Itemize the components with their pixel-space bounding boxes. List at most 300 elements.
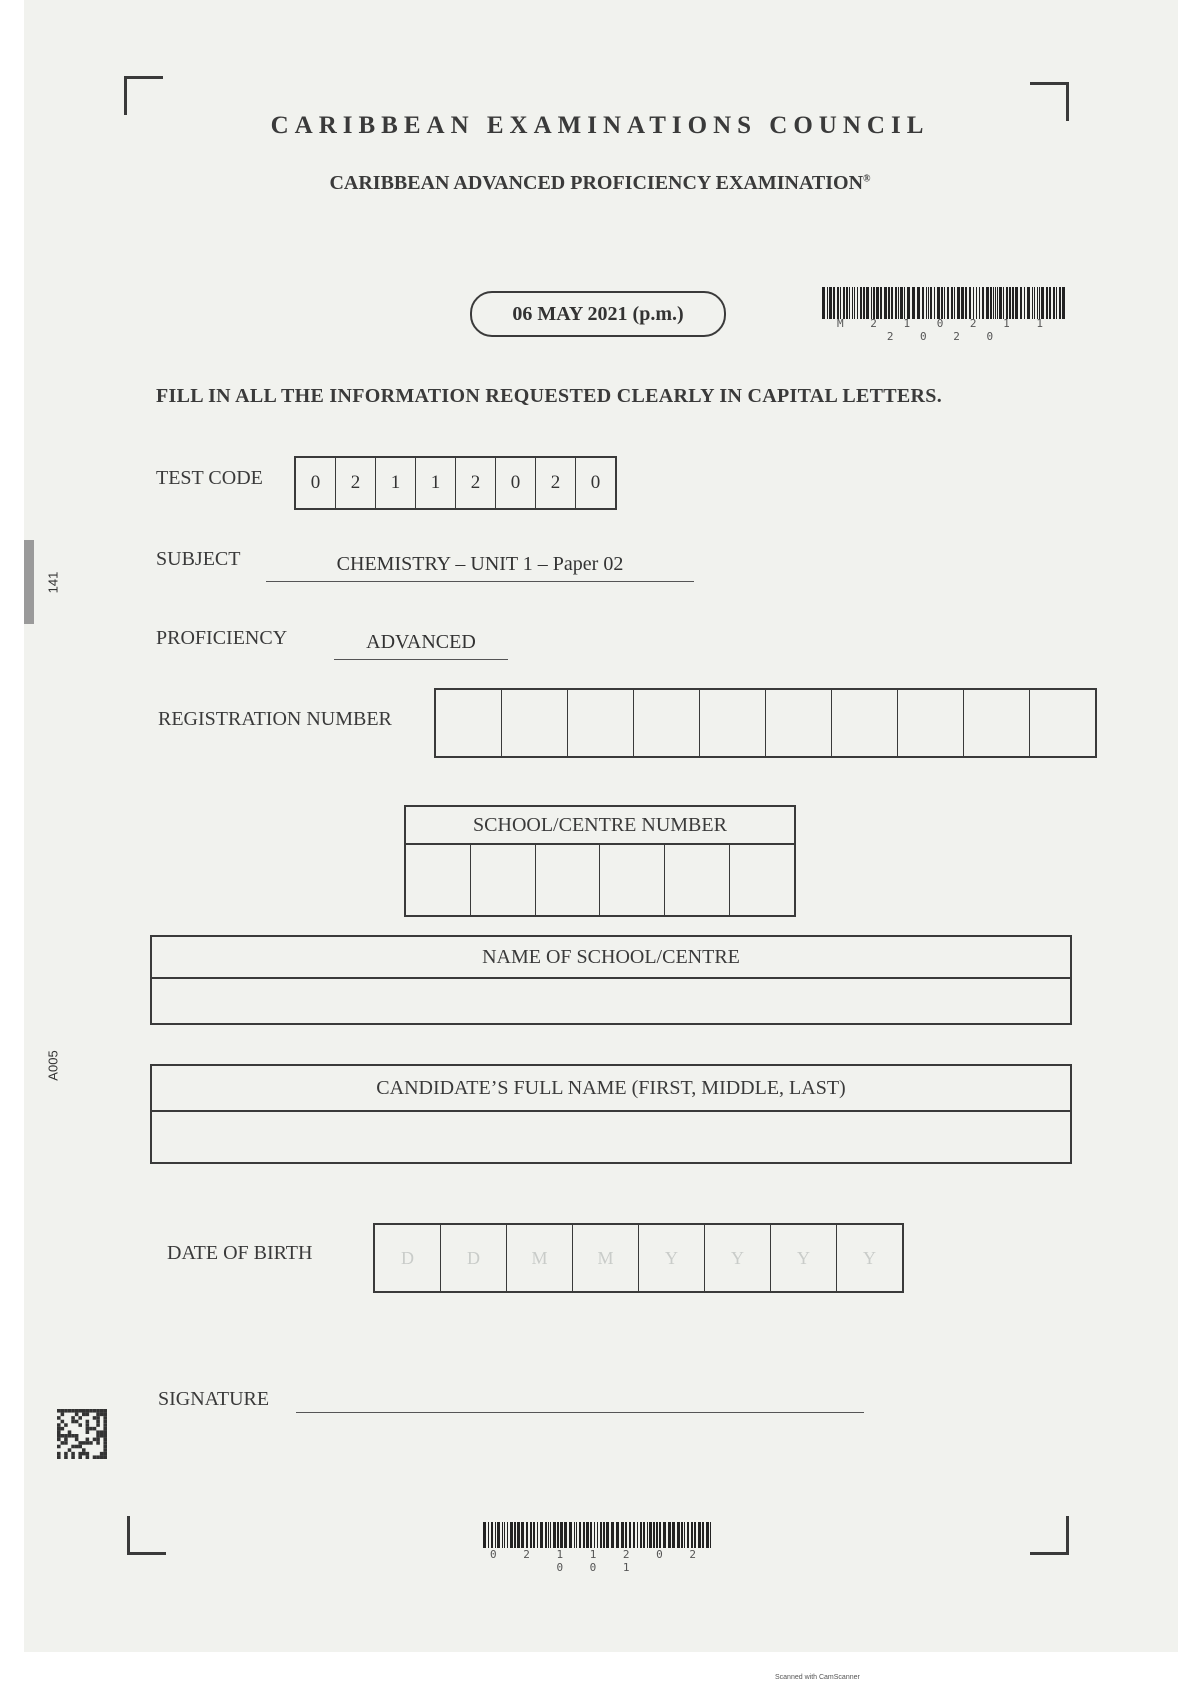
top-barcode-text: M 2 1 0 2 1 1 2 0 2 0 [836,317,1054,343]
barcode-bar [843,287,845,319]
datamatrix-module [103,1452,107,1456]
barcode-bar [647,1522,648,1548]
datamatrix-module [71,1409,75,1413]
datamatrix-module [71,1420,75,1424]
datamatrix-module [100,1413,104,1417]
barcode-bar [625,1522,627,1548]
barcode-bar [904,287,905,319]
signature-label: SIGNATURE [158,1388,270,1410]
date-of-birth-box[interactable]: Y [863,1247,876,1268]
barcode-bar [976,287,977,319]
barcode-bar [993,287,994,319]
corner-mark-bottom-left [127,1516,166,1555]
barcode-bar [594,1522,595,1548]
barcode-bar [995,287,996,319]
barcode-bar [488,1522,489,1548]
school-centre-number-label: SCHOOL/CENTRE NUMBER [406,807,794,845]
datamatrix-module [96,1416,100,1420]
margin-code-141: 141 [45,571,61,594]
datamatrix-module [93,1409,97,1413]
registration-digit-box[interactable] [898,690,964,756]
barcode-bar [1046,287,1048,319]
datamatrix-module [103,1427,107,1431]
barcode-bar [560,1522,563,1548]
barcode-bar [672,1522,675,1548]
barcode-bar [822,287,825,319]
datamatrix-module [86,1430,90,1434]
datamatrix-module [64,1452,68,1456]
date-of-birth-box[interactable]: M [573,1225,639,1291]
barcode-bar [668,1522,671,1548]
school-number-box[interactable] [665,845,730,915]
exam-date: 06 MAY 2021 (p.m.) [470,291,726,337]
school-number-box[interactable] [471,845,536,915]
datamatrix-module [103,1409,107,1413]
datamatrix-module [71,1445,75,1449]
datamatrix-module [61,1427,65,1431]
barcode-bar [1032,287,1033,319]
candidate-name-panel [150,1064,1072,1164]
barcode-bar [866,287,869,319]
school-centre-name-panel [150,935,1072,1025]
date-of-birth-label: DATE OF BIRTH [167,1242,313,1264]
datamatrix-module [68,1434,72,1438]
registration-number-label: REGISTRATION NUMBER [158,708,392,730]
barcode-bar [483,1522,486,1548]
barcode-bar [691,1522,693,1548]
datamatrix-module [78,1416,82,1420]
test-code-digit: 1 [416,458,456,508]
barcode-bar [637,1522,638,1548]
barcode-bar [663,1522,666,1548]
datamatrix-module [75,1445,79,1449]
barcode-bar [616,1522,619,1548]
barcode-bar [545,1522,547,1548]
datamatrix-module [75,1438,79,1442]
barcode-bar [517,1522,520,1548]
top-barcode [822,287,1068,343]
datamatrix-module [82,1448,86,1452]
datamatrix-module [86,1413,90,1417]
datamatrix-module [78,1455,82,1459]
datamatrix-module [78,1445,82,1449]
datamatrix-module [82,1441,86,1445]
datamatrix-module [86,1420,90,1424]
datamatrix-code [57,1409,107,1459]
barcode-bar [852,287,853,319]
barcode-bar [941,287,943,319]
registration-digit-box[interactable] [766,690,832,756]
barcode-bar [530,1522,532,1548]
barcode-bar [633,1522,635,1548]
datamatrix-module [75,1420,79,1424]
datamatrix-module [78,1441,82,1445]
datamatrix-module [82,1413,86,1417]
barcode-bar [944,287,945,319]
datamatrix-module [61,1409,65,1413]
barcode-bar [846,287,848,319]
barcode-bar [922,287,924,319]
datamatrix-module [75,1434,79,1438]
barcode-bar [687,1522,689,1548]
barcode-bar [1006,287,1008,319]
barcode-bar [1056,287,1057,319]
barcode-bar [934,287,935,319]
barcode-bar [928,287,929,319]
datamatrix-module [57,1423,61,1427]
datamatrix-module [103,1445,107,1449]
exam-title [0,172,1200,195]
datamatrix-module [57,1427,61,1431]
datamatrix-module [100,1430,104,1434]
school-centre-name-label: NAME OF SCHOOL/CENTRE [152,937,1070,979]
barcode-bar [600,1522,602,1548]
barcode-bar [1003,287,1004,319]
datamatrix-module [71,1416,75,1420]
datamatrix-module [86,1409,90,1413]
barcode-bar [900,287,903,319]
datamatrix-module [68,1409,72,1413]
barcode-bar [947,287,949,319]
barcode-bar [1020,287,1022,319]
barcode-bar [611,1522,614,1548]
barcode-bar [827,287,828,319]
registration-digit-box[interactable] [634,690,700,756]
barcode-bar [649,1522,652,1548]
candidate-name-label: CANDIDATE’S FULL NAME (FIRST, MIDDLE, LAST) [152,1066,1070,1112]
school-number-box[interactable] [600,845,665,915]
corner-mark-bottom-right [1030,1516,1069,1555]
barcode-bar [659,1522,661,1548]
test-code-boxes [294,456,617,510]
date-of-birth-boxes [373,1223,904,1293]
datamatrix-module [93,1455,97,1459]
datamatrix-module [57,1445,61,1449]
datamatrix-module [96,1413,100,1417]
datamatrix-module [57,1430,61,1434]
barcode-bar [684,1522,685,1548]
datamatrix-module [57,1416,61,1420]
datamatrix-module [100,1409,104,1413]
barcode-bar [884,287,887,319]
barcode-bar [1062,287,1065,319]
barcode-bar [491,1522,493,1548]
barcode-bar [880,287,882,319]
datamatrix-module [89,1441,93,1445]
barcode-bar [833,287,835,319]
barcode-bar [514,1522,516,1548]
school-centre-number-panel [404,805,796,917]
datamatrix-module [75,1409,79,1413]
subject-label: SUBJECT [156,548,241,570]
barcode-bar [694,1522,696,1548]
datamatrix-module [86,1427,90,1431]
datamatrix-module [96,1434,100,1438]
datamatrix-module [86,1441,90,1445]
barcode-bar [1039,287,1040,319]
datamatrix-module [61,1441,65,1445]
council-title: CARIBBEAN EXAMINATIONS COUNCIL [270,112,930,139]
datamatrix-module [57,1438,61,1442]
barcode-bar [629,1522,631,1548]
barcode-bar [860,287,862,319]
barcode-bar [526,1522,528,1548]
barcode-bar [1012,287,1014,319]
registration-digit-box[interactable] [568,690,634,756]
datamatrix-module [89,1427,93,1431]
barcode-bar [603,1522,605,1548]
test-code-digit: 0 [496,458,536,508]
test-code-digit: 1 [376,458,416,508]
barcode-bar [849,287,850,319]
barcode-bar [1037,287,1038,319]
datamatrix-module [78,1452,82,1456]
barcode-bar [895,287,897,319]
datamatrix-module [103,1441,107,1445]
barcode-bar [557,1522,559,1548]
school-number-box[interactable] [730,845,794,915]
registration-digit-box[interactable] [502,690,568,756]
registration-digit-box[interactable] [964,690,1030,756]
datamatrix-module [71,1455,75,1459]
barcode-bar [930,287,932,319]
datamatrix-module [100,1452,104,1456]
datamatrix-module [103,1420,107,1424]
datamatrix-module [103,1423,107,1427]
barcode-bar [621,1522,624,1548]
barcode-bar [997,287,998,319]
datamatrix-module [68,1448,72,1452]
barcode-bar [863,287,865,319]
footer-note: Scanned with CamScanner [775,1674,860,1681]
barcode-bar [550,1522,551,1548]
barcode-bar [1041,287,1044,319]
barcode-bar [1034,287,1035,319]
barcode-bar [1015,287,1018,319]
registration-digit-box[interactable] [832,690,898,756]
barcode-bar [840,287,841,319]
barcode-bar [986,287,989,319]
barcode-bar [681,1522,683,1548]
registration-number-boxes [434,688,1097,758]
instruction-text: FILL IN ALL THE INFORMATION REQUESTED CLEARLY IN CAPITAL LETTERS. [156,385,942,407]
barcode-bar [1024,287,1025,319]
date-of-birth-box[interactable]: Y [771,1225,837,1291]
barcode-bar [569,1522,572,1548]
barcode-bar [586,1522,589,1548]
date-of-birth-box[interactable]: D [375,1225,441,1291]
barcode-bar [510,1522,513,1548]
barcode-bar [1053,287,1055,319]
datamatrix-module [103,1438,107,1442]
barcode-bar [702,1522,704,1548]
datamatrix-module [57,1434,61,1438]
barcode-bar [579,1522,581,1548]
barcode-bar [951,287,953,319]
datamatrix-module [57,1409,61,1413]
datamatrix-module [103,1434,107,1438]
date-of-birth-box[interactable]: M [507,1225,573,1291]
date-of-birth-box[interactable]: Y [705,1225,771,1291]
datamatrix-module [86,1455,90,1459]
proficiency-value: ADVANCED [334,631,508,660]
barcode-bar [540,1522,543,1548]
barcode-bar [990,287,992,319]
barcode-bar [829,287,832,319]
registration-digit-box[interactable] [700,690,766,756]
school-centre-number-boxes [406,845,794,915]
registration-digit-box[interactable] [1030,690,1095,756]
barcode-bar [857,287,858,319]
top-barcode-bars [822,287,1068,319]
bottom-barcode-text: 0 2 1 1 2 0 2 0 0 1 [489,1548,707,1574]
datamatrix-module [96,1430,100,1434]
barcode-bar [871,287,872,319]
barcode-bar [888,287,890,319]
proficiency-label: PROFICIENCY [156,627,288,649]
barcode-bar [502,1522,503,1548]
datamatrix-module [57,1452,61,1456]
subject-value: CHEMISTRY – UNIT 1 – Paper 02 [266,553,694,582]
barcode-bar [1059,287,1061,319]
barcode-bar [954,287,955,319]
barcode-bar [564,1522,567,1548]
barcode-bar [710,1522,711,1548]
barcode-bar [533,1522,535,1548]
exam-title-text: CARIBBEAN ADVANCED PROFICIENCY EXAMINATION [329,172,864,194]
barcode-bar [698,1522,701,1548]
barcode-bar [876,287,879,319]
barcode-bar [854,287,855,319]
test-code-digit: 2 [456,458,496,508]
barcode-bar [907,287,910,319]
datamatrix-module [103,1430,107,1434]
datamatrix-module [61,1434,65,1438]
datamatrix-module [96,1409,100,1413]
barcode-bar [677,1522,680,1548]
barcode-bar [495,1522,496,1548]
bottom-barcode-bars [483,1522,713,1548]
corner-mark-top-left [124,76,163,115]
datamatrix-module [96,1420,100,1424]
datamatrix-module [89,1409,93,1413]
barcode-bar [912,287,915,319]
datamatrix-module [64,1434,68,1438]
datamatrix-module [96,1423,100,1427]
barcode-bar [576,1522,577,1548]
barcode-bar [898,287,899,319]
barcode-bar [965,287,967,319]
barcode-bar [497,1522,500,1548]
test-code-digit: 2 [536,458,576,508]
datamatrix-module [78,1409,82,1413]
datamatrix-module [86,1452,90,1456]
barcode-bar [706,1522,709,1548]
datamatrix-module [71,1452,75,1456]
datamatrix-module [93,1438,97,1442]
date-of-birth-box[interactable]: D [441,1225,507,1291]
datamatrix-module [61,1420,65,1424]
barcode-bar [1049,287,1051,319]
barcode-bar [873,287,875,319]
test-code-digit: 0 [590,472,601,493]
barcode-bar [1009,287,1011,319]
barcode-bar [521,1522,524,1548]
registration-digit-box[interactable] [436,690,502,756]
datamatrix-module [82,1409,86,1413]
barcode-bar [656,1522,658,1548]
barcode-bar [504,1522,505,1548]
datamatrix-module [96,1441,100,1445]
barcode-bar [969,287,971,319]
datamatrix-module [75,1413,79,1417]
barcode-bar [999,287,1002,319]
signature-line[interactable] [296,1412,864,1413]
datamatrix-module [93,1416,97,1420]
registered-mark: ® [863,173,871,185]
datamatrix-module [86,1438,90,1442]
barcode-bar [973,287,974,319]
barcode-bar [891,287,893,319]
candidate-name-field[interactable] [152,1112,1070,1162]
barcode-bar [597,1522,598,1548]
datamatrix-module [82,1452,86,1456]
datamatrix-module [71,1434,75,1438]
barcode-bar [606,1522,609,1548]
barcode-bar [926,287,927,319]
barcode-bar [979,287,980,319]
date-of-birth-box[interactable]: Y [639,1225,705,1291]
school-number-box[interactable] [406,845,471,915]
test-code-digit: 0 [296,458,336,508]
barcode-bar [1027,287,1030,319]
datamatrix-module [64,1409,68,1413]
datamatrix-module [64,1441,68,1445]
barcode-bar [537,1522,538,1548]
datamatrix-module [64,1438,68,1442]
datamatrix-module [68,1430,72,1434]
bottom-barcode [483,1522,713,1574]
datamatrix-module [93,1427,97,1431]
datamatrix-module [100,1455,104,1459]
barcode-bar [574,1522,575,1548]
datamatrix-module [64,1423,68,1427]
test-code-label: TEST CODE [156,467,263,489]
datamatrix-module [57,1455,61,1459]
barcode-bar [640,1522,642,1548]
test-code-digit: 2 [336,458,376,508]
school-number-box[interactable] [536,845,601,915]
barcode-bar [643,1522,645,1548]
margin-grey-tab [24,540,34,624]
school-centre-name-field[interactable] [152,979,1070,1023]
datamatrix-module [100,1434,104,1438]
barcode-bar [653,1522,655,1548]
barcode-bar [507,1522,508,1548]
datamatrix-module [96,1438,100,1442]
datamatrix-module [78,1423,82,1427]
barcode-bar [917,287,920,319]
barcode-bar [961,287,964,319]
datamatrix-module [103,1416,107,1420]
barcode-bar [583,1522,585,1548]
barcode-bar [590,1522,592,1548]
datamatrix-module [86,1423,90,1427]
barcode-bar [957,287,960,319]
barcode-bar [937,287,940,319]
margin-code-a005: A005 [45,1050,61,1081]
datamatrix-module [103,1455,107,1459]
